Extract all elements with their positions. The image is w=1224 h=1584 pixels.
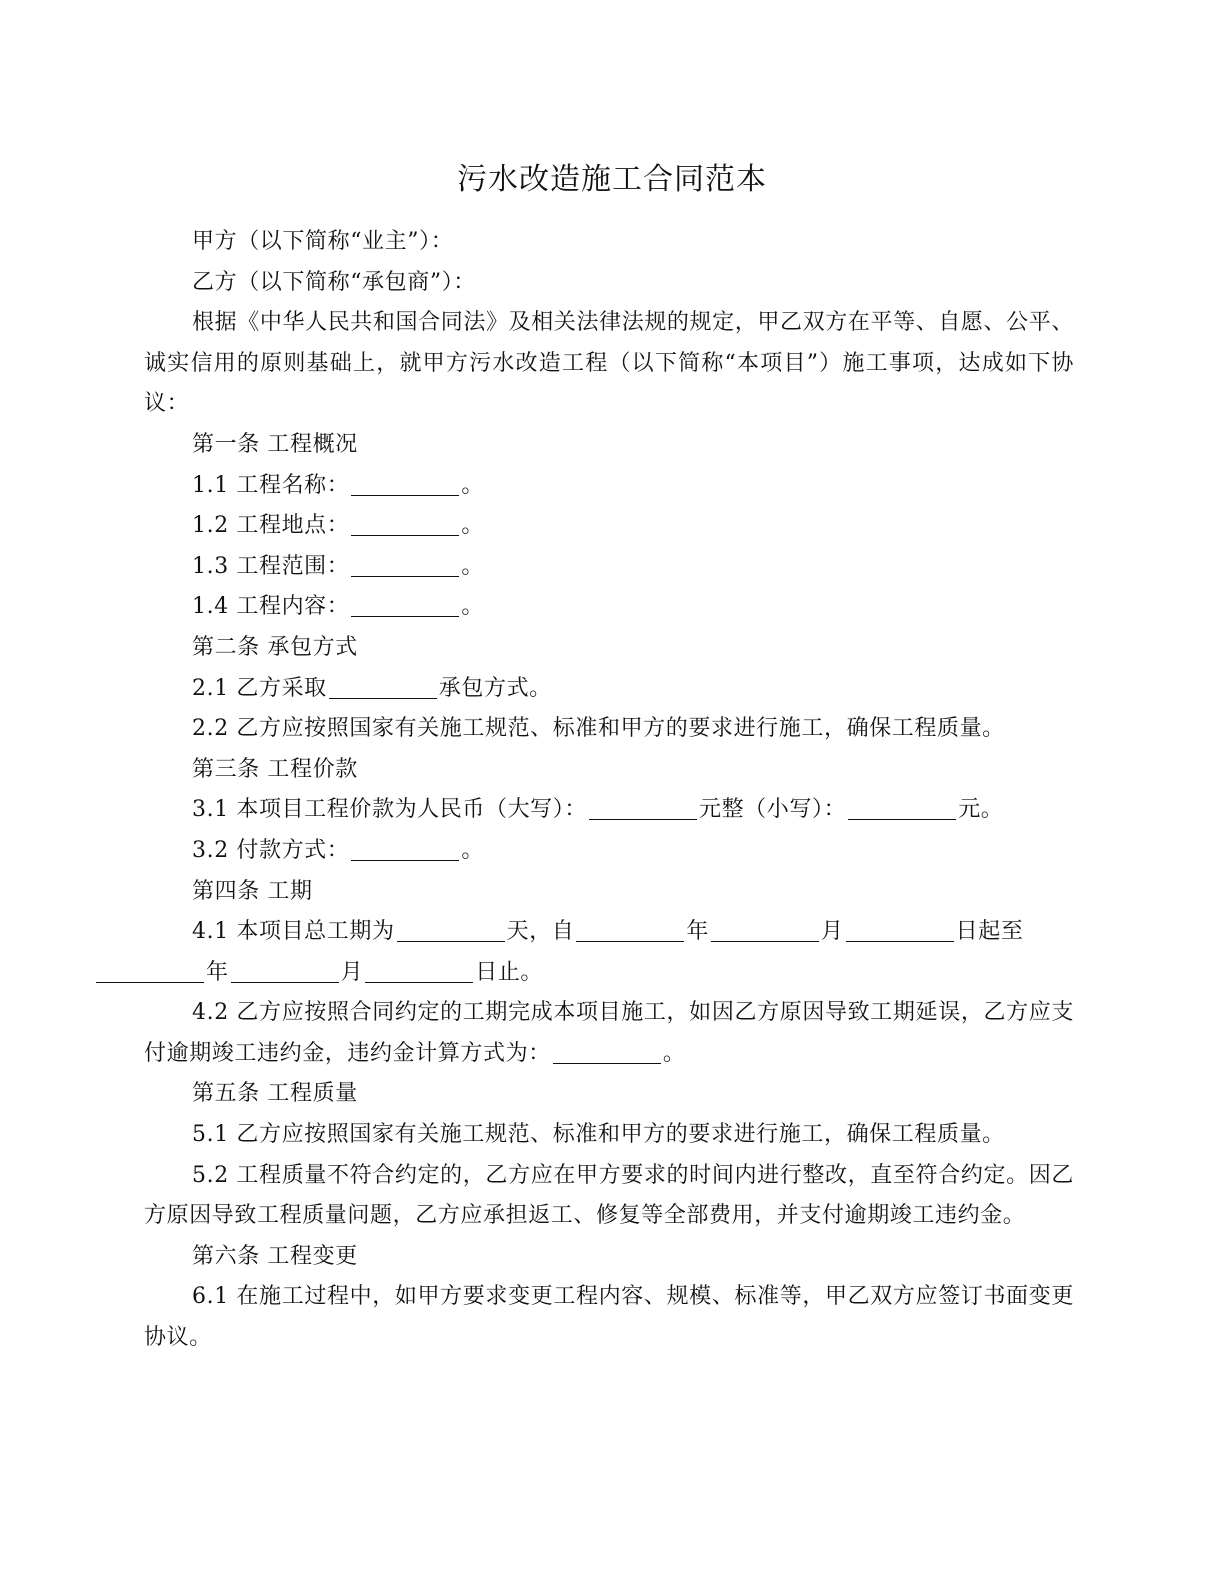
item-label: 1.3 工程范围： [192, 553, 350, 579]
item-1-3 [144, 547, 1074, 588]
item-text: 天，自 [506, 919, 575, 945]
article-4-heading: 第四条 工期 [192, 878, 313, 904]
article-5-heading: 第五条 工程质量 [192, 1081, 358, 1107]
article-1-heading: 第一条 工程概况 [192, 431, 358, 457]
blank-project-name[interactable] [351, 471, 459, 496]
page-title: 污水改造施工合同范本 [457, 162, 767, 197]
item-text: 承包方式。 [438, 675, 552, 701]
item-label: 1.2 工程地点： [192, 513, 350, 539]
blank-project-content[interactable] [351, 592, 459, 617]
item-1-1 [144, 466, 1074, 507]
blank-start-year[interactable] [576, 917, 684, 942]
preamble-paragraph: 根据《中华人民共和国合同法》及相关法律法规的规定，甲乙双方在平等、自愿、公平、诚实信用的原则基础上，就甲方污水改造工程（以下简称“本项目”）施工事项，达成如下协议： [144, 310, 1074, 417]
blank-start-month[interactable] [711, 917, 819, 942]
item-text: 月 [340, 959, 364, 985]
item-label: 3.2 付款方式： [192, 837, 350, 863]
blank-penalty-calculation[interactable] [553, 1039, 661, 1064]
item-1-4 [144, 587, 1074, 628]
article-6-heading: 第六条 工程变更 [192, 1243, 358, 1269]
item-text: 3.1 本项目工程价款为人民币（大写）： [192, 797, 587, 823]
item-text: 因乙方原因导致工程质量问题，乙方应承担返工、修复等全部费用，并支付逾期竣工违约金。 [144, 1162, 1075, 1229]
item-5-2 [144, 1156, 1074, 1237]
item-text: 年 [206, 959, 229, 985]
item-text: 5.2 工程质量不符合约定的，乙方应在甲方要求的时间内进行整改，直至符合约定。 [192, 1162, 1029, 1188]
period: 。 [461, 837, 484, 863]
item-label: 1.1 工程名称： [192, 472, 350, 498]
period: 。 [461, 594, 484, 620]
period: 。 [461, 472, 484, 498]
item-2-1 [144, 669, 1074, 710]
item-text: 元。 [958, 797, 1004, 823]
item-4-2 [144, 993, 1074, 1074]
item-label: 1.4 工程内容： [192, 594, 350, 620]
item-text: 日止。 [475, 959, 544, 985]
blank-payment-method[interactable] [351, 836, 459, 861]
item-2-2: 2.2 乙方应按照国家有关施工规范、标准和甲方的要求进行施工，确保工程质量。 [192, 716, 1005, 742]
article-3-heading: 第三条 工程价款 [192, 756, 358, 782]
blank-price-uppercase[interactable] [589, 795, 697, 820]
item-text: 年 [686, 919, 710, 945]
item-5-1: 5.1 乙方应按照国家有关施工规范、标准和甲方的要求进行施工，确保工程质量。 [192, 1122, 1005, 1148]
period: 。 [461, 513, 484, 539]
blank-end-day[interactable] [365, 958, 473, 983]
blank-start-day[interactable] [846, 917, 954, 942]
item-1-2 [144, 506, 1074, 547]
period: 。 [461, 553, 484, 579]
item-text: 2.1 乙方采取 [192, 675, 327, 701]
item-6-1: 6.1 在施工过程中，如甲方要求变更工程内容、规模、标准等，甲乙双方应签订书面变更协议。 [144, 1284, 1074, 1351]
item-text: 元整（小写）： [698, 797, 847, 823]
blank-end-month[interactable] [231, 958, 339, 983]
blank-end-year[interactable] [96, 958, 204, 983]
item-text: 4.2 乙方应按照合同约定的工期完成本项目施工，如因乙方原因导致工期延误，乙方应支付逾期竣工违约金，违约金计算方式为： [144, 1000, 1074, 1066]
blank-project-location[interactable] [351, 511, 459, 536]
item-4-1 [144, 912, 1074, 993]
item-text: 日起至 [955, 919, 1024, 945]
blank-total-days[interactable] [397, 917, 505, 942]
item-3-2 [144, 831, 1074, 872]
party-a-line: 甲方（以下简称“业主”）： [192, 229, 454, 254]
item-text: 月 [821, 919, 844, 945]
blank-contract-mode[interactable] [329, 674, 437, 699]
contract-body [144, 222, 1074, 1359]
party-b-line: 乙方（以下简称“承包商”）： [192, 269, 476, 295]
blank-project-scope[interactable] [351, 552, 459, 577]
blank-price-numeric[interactable] [848, 795, 956, 820]
article-2-heading: 第二条 承包方式 [192, 634, 358, 660]
item-3-1 [144, 790, 1074, 831]
item-text: 4.1 本项目总工期为 [192, 919, 395, 945]
period: 。 [662, 1040, 686, 1066]
